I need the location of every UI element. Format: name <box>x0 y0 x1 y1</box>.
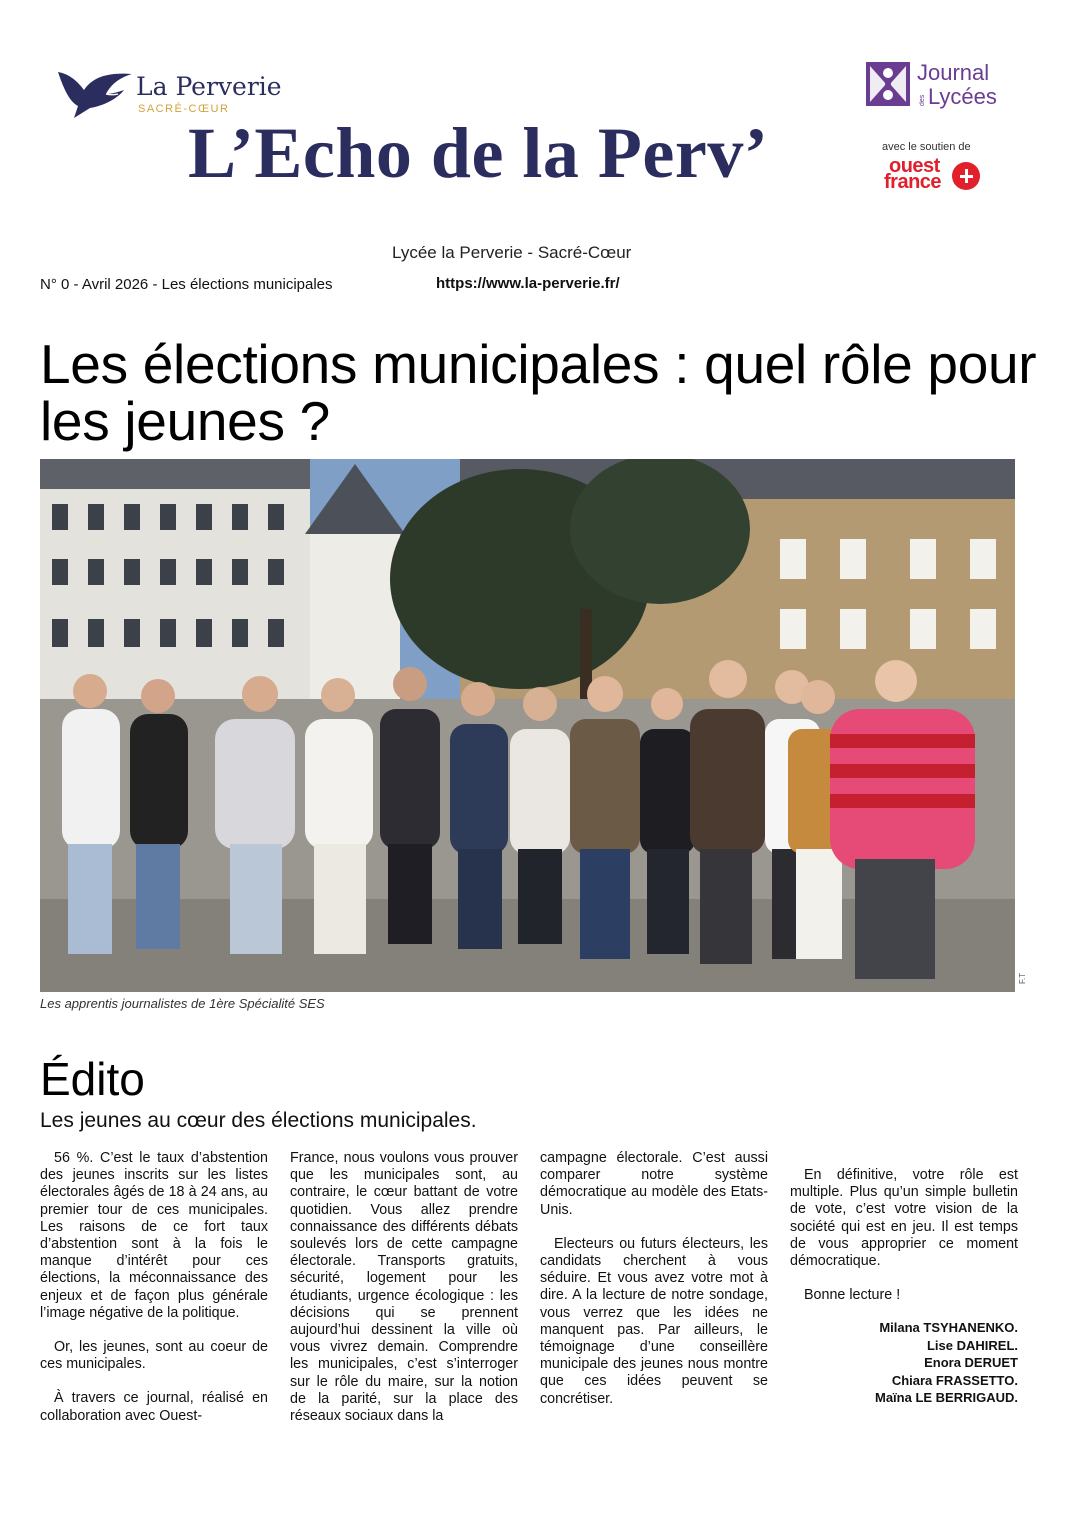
edito-subtitle: Les jeunes au cœur des élections municipales. <box>40 1109 477 1132</box>
edito-paragraph: En définitive, votre rôle est multiple. Plus qu’un simple bulletin de vote, c’est votre vision de la société qui est en jeu. Il est temps de vous approprier ce moment démocratique. <box>790 1167 1018 1270</box>
site-url-link[interactable]: https://www.la-perverie.fr/ <box>436 275 620 292</box>
photo-caption: Les apprentis journalistes de 1ère Spécialité SES <box>40 996 325 1011</box>
school-line: Lycée la Perverie - Sacré-Cœur <box>392 243 632 262</box>
group-photo <box>40 459 1015 992</box>
photo-credit: F.T <box>1018 972 1027 984</box>
edito-title: Édito <box>40 1053 145 1105</box>
edito-column-4 <box>790 1167 1018 1407</box>
signature: Milana TSYHANENKO. <box>879 1320 1018 1336</box>
edito-paragraph: Electeurs ou futurs électeurs, les candidats cherchent à vous séduire. Et vous avez votre mot à dire. A la lecture de notre sondage, vous verrez que les idées ne manquent pas. Par ailleurs, le témoignage d’une conseillère municipale des jeunes nous montre que ces idées peuvent se concrétiser. <box>540 1235 768 1407</box>
jdl-journal-text: Journal <box>917 60 990 85</box>
edito-paragraph: Bonne lecture ! <box>804 1287 901 1304</box>
edito-paragraph: Or, les jeunes, sont au coeur de ces municipales. <box>40 1339 268 1373</box>
article-headline: Les élections municipales : quel rôle pour les jeunes ? <box>40 333 1037 452</box>
jdl-des-text: des <box>919 94 926 106</box>
edito-column-3 <box>540 1150 768 1425</box>
edito-column-2 <box>290 1150 518 1442</box>
signature: Chiara FRASSETTO. <box>891 1372 1018 1388</box>
ouest-france-cross-icon <box>952 162 980 190</box>
masthead-title: L’Echo de la Perv’ <box>188 113 769 193</box>
edito-column-1 <box>40 1150 268 1442</box>
edito-paragraph: 56 %. C’est le taux d’abstention des jeunes inscrits sur les listes électorales âgés de 18 à 24 ans, au premier tour de ces municipales. Les raisons de ce fort taux d’abstention sont à la fois le manque d’intérêt pour ces élections, la méconnaissance des enjeux et de façon plus générale l’image négative de la politique. <box>40 1150 268 1321</box>
signature: Maïna LE BERRIGAUD. <box>874 1390 1018 1406</box>
issue-line: N° 0 - Avril 2026 - Les élections municipales <box>40 276 333 293</box>
ouest-france-word-ouest: ouest <box>889 155 940 177</box>
edito-paragraph: France, nous voulons vous prouver que les municipales sont, au contraire, le cœur battant de votre quotidien. Vous allez prendre connaissance des différents débats soulevés lors de cette campagne électorale. Transports gratuits, sécurité, logement pour les étudiants, urgence écologique : les décisions qui se prennent aujourd’hui dessinent la ville où vous vivrez demain. Comprendre les municipales, c’est s’interroger sur le rôle du maire, sur la notion de la parité, sur la place des réseaux sociaux dans la <box>290 1150 518 1425</box>
jdl-lycees-text: Lycées <box>928 84 997 109</box>
edito-paragraph: campagne électorale. C’est aussi comparer notre système démocratique au modèle des Etats-Unis. <box>540 1150 768 1218</box>
ouest-france-word-france: france <box>884 171 942 193</box>
edito-paragraph: À travers ce journal, réalisé en collaboration avec Ouest- <box>40 1390 268 1424</box>
ouest-france-logo <box>884 155 994 194</box>
school-name: La Perverie <box>136 72 282 101</box>
jdl-logo-icon <box>866 62 910 106</box>
eagle-icon <box>56 64 134 120</box>
support-text: avec le soutien de <box>882 141 971 153</box>
signature: Lise DAHIREL. <box>926 1337 1018 1353</box>
signature: Enora DERUET <box>924 1355 1018 1371</box>
signatures <box>790 1319 1018 1407</box>
journal-des-lycees-logo <box>866 60 1016 110</box>
school-subtitle: SACRÉ-CŒUR <box>138 103 230 115</box>
